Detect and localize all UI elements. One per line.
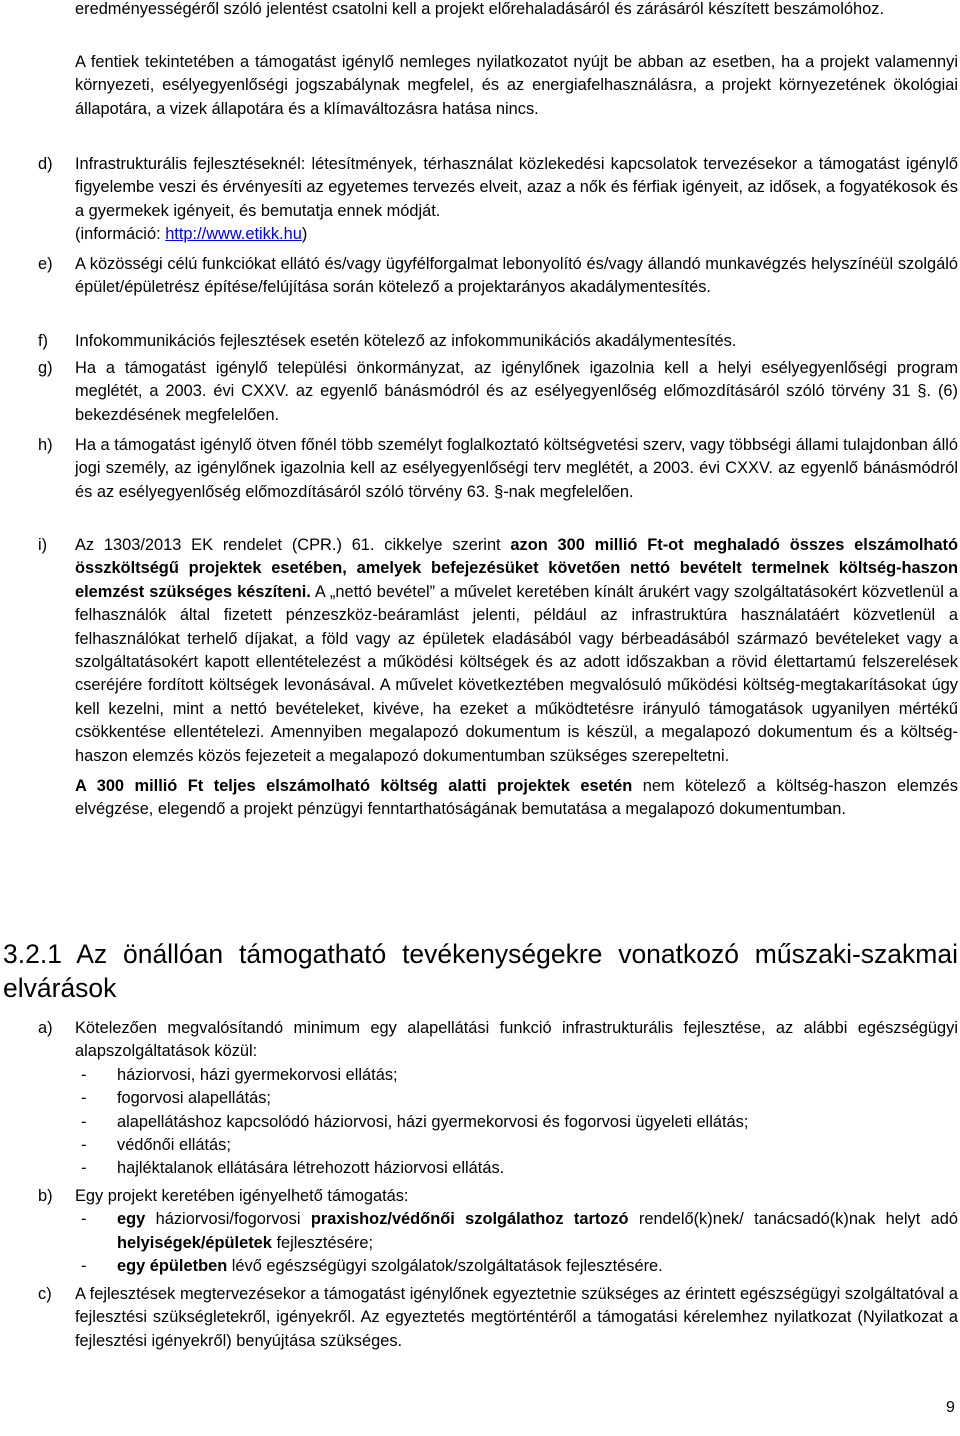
b-text-1: háziorvosi/fogorvosi — [145, 1210, 311, 1229]
item-text — [75, 534, 958, 768]
list-item-c — [38, 1283, 958, 1353]
item-label: h) — [38, 436, 53, 454]
item-label: d) — [38, 155, 53, 173]
item-text: Ha a támogatást igénylő ötven főnél több személyt foglalkoztató költségvetési szerv, vagy többségi állami tulajdonban álló jogi személy, az igénylőnek igazolnia kell az esélyegyenlőségi terv meglétét, a 2003. évi CXXV. az egyenlő bánásmódról és az esélyegyenlőség előmozdításáról szóló törvény 63. §-nak megfelelően. — [75, 436, 958, 501]
list-item-h — [38, 434, 958, 504]
b-text-4: lévő egészségügyi szolgálatok/szolgáltatások fejlesztésére. — [227, 1257, 663, 1276]
bullet-item — [75, 1134, 958, 1157]
bullet-item — [75, 1064, 958, 1087]
bullet-dash: - — [81, 1089, 87, 1108]
list-item-d — [38, 153, 958, 247]
bullet-dash: - — [81, 1210, 87, 1229]
i-bold-1: azon 300 millió Ft-ot meghaladó összes elszámolható összköltségű projektek esetében, amelyek befejezésüket követően nettó bevételt termelnek költség-haszon elemzést szükséges készíteni. — [75, 536, 958, 601]
bullet-text: háziorvosi, házi gyermekorvosi ellátás; — [117, 1065, 398, 1084]
bullet-dash: - — [81, 1159, 87, 1178]
bullet-item — [75, 1111, 958, 1134]
intro-continuation: eredményességéről szóló jelentést csatolni kell a projekt előrehaladásáról és zárásáról készített beszámolóhoz. — [75, 0, 885, 18]
b-text-3: fejlesztésére; — [271, 1233, 374, 1252]
i-text-1: Az 1303/2013 EK rendelet (CPR.) 61. cikkelye szerint — [75, 536, 511, 554]
item-label: b) — [38, 1187, 53, 1205]
item-text: A közösségi célú funkciókat ellátó és/vagy ügyfélforgalmat lebonyolító és/vagy állandó munkavégzés helyszínéül szolgáló épület/épületrész építése/felújítása során kötelező a projektarányos akadálymentesítés. — [75, 255, 958, 297]
item-label: f) — [38, 332, 49, 350]
item-label: e) — [38, 255, 53, 273]
page-number: 9 — [946, 1399, 955, 1416]
b-bold-2: praxishoz/védőnői szolgálathoz tartozó — [310, 1210, 629, 1229]
bullet-dash: - — [81, 1257, 87, 1276]
etikk-link[interactable]: http://www.etikk.hu — [165, 225, 302, 244]
bullet-item — [75, 1208, 958, 1255]
item-text — [75, 153, 958, 247]
bullet-item — [75, 1255, 958, 1278]
i-text-3: nem kötelező a költség-haszon elemzés elvégzése, elegendő a projekt pénzügyi fenntarthatóságának bemutatása a megalapozó dokumentumban. — [75, 777, 958, 819]
item-label: i) — [38, 536, 48, 554]
i-text-2: A „nettó bevétel” a művelet keretében kínált árukért vagy szolgáltatásokért közvetlenül a felhasználók által fizetett pénzeszköz-beáramlást jelenti, például az infrastruktúra használatáért közvetlenül a felhasználókat terhelő díjakat, a föld vagy az épületek eladásából vagy bérbeadásából származó bevételeket vagy a szolgáltatásokért kapott ellentételezést a működési költségek és az adott időszakban a rövid élettartamú felszerelések cseréjére fordított költségek levonásával. A művelet következtében megvalósuló működési költség-megtakarításokat úgy kell kezelni, mint a nettó bevételeket, kivéve, ha ezeket a működtetésre irányuló támogatások ugyanilyen mértékű csökkentése ellentételezi. Amennyiben megalapozó dokumentum is készül, a megalapozó dokumentum és a költség-haszon elemzés közös fejezeteit a megalapozó dokumentumban szükséges szerepeltetni. — [75, 582, 958, 765]
item-label: g) — [38, 359, 53, 377]
list-item-e — [38, 253, 958, 300]
list-item-a — [38, 1017, 958, 1181]
list-item-g — [38, 357, 958, 427]
bullet-text: hajléktalanok ellátására létrehozott háziorvosi ellátás. — [117, 1159, 505, 1178]
bullet-dash: - — [81, 1065, 87, 1084]
bullet-text: fogorvosi alapellátás; — [117, 1089, 271, 1108]
bullet-text: védőnői ellátás; — [117, 1136, 231, 1155]
b-bold-3: helyiségek/épületek — [117, 1233, 272, 1252]
item-label: c) — [38, 1285, 52, 1303]
bullet-dash: - — [81, 1136, 87, 1155]
item-text: Infokommunikációs fejlesztések esetén kötelező az infokommunikációs akadálymentesítés. — [75, 332, 737, 350]
info-prefix: (információ: — [75, 225, 166, 244]
bullet-item — [75, 1087, 958, 1110]
item-text: Kötelezően megvalósítandó minimum egy alapellátási funkció infrastrukturális fejlesztése, az alábbi egészségügyi alapszolgáltatások közül: — [75, 1019, 958, 1061]
info-suffix: ) — [301, 225, 308, 244]
bullet-item — [75, 1157, 958, 1180]
bullet-text: alapellátáshoz kapcsolódó háziorvosi, házi gyermekorvosi és fogorvosi ügyeleti ellátás; — [117, 1112, 749, 1131]
list-item-i — [38, 534, 958, 822]
bullet-dash: - — [81, 1112, 87, 1131]
i-bold-2: A 300 millió Ft teljes elszámolható költség alatti projektek esetén — [75, 777, 633, 796]
item-text: Ha a támogatást igénylő települési önkormányzat, az igénylőnek igazolnia kell a helyi esélyegyenlőségi program meglétét, a 2003. évi CXXV. az egyenlő bánásmódról és az esélyegyenlőség előmozdításáról szóló törvény 31 §. (6) bekezdésének megfelelően. — [75, 359, 958, 424]
item-d-text: Infrastrukturális fejlesztéseknél: létesítmények, térhasználat közlekedési kapcsolatok tervezésekor a támogatást igénylő figyelembe veszi és érvényesíti az egyetemes tervezés elveit, azaz a nők és férfiak igényeit, az idősek, a fogyatékosok és a gyermekek igényeit, és bemutatja ennek módját. — [75, 155, 958, 220]
intro-paragraph: A fentiek tekintetében a támogatást igénylő nemleges nyilatkozatot nyújt be abban az esetben, ha a projekt valamennyi környezeti, esélyegyenlőségi jogszabálynak megfelel, és az energiafelhasználásra, a projekt környezetének ökológiai állapotára, a vizek állapotára és a klímaváltozásra hatása nincs. — [75, 53, 958, 118]
b-bold-1: egy — [117, 1210, 146, 1229]
list-item-b — [38, 1185, 958, 1279]
item-text-2 — [75, 775, 958, 822]
b-bold-4: egy épületben — [117, 1257, 228, 1276]
b-text-2: rendelő(k)nek/ tanácsadó(k)nak helyt adó — [628, 1210, 958, 1229]
list-item-f — [38, 330, 958, 353]
item-label: a) — [38, 1019, 53, 1037]
item-text: A fejlesztések megtervezésekor a támogatást igénylőnek egyeztetnie szükséges az érintett egészségügyi szolgáltatóval a fejlesztési szükségletekről, igényekről. Az egyeztetés megtörténtéről a támogatási kérelemhez nyilatkozat (Nyilatkozat a fejlesztési igényekről) benyújtása szükséges. — [75, 1285, 958, 1350]
item-text: Egy projekt keretében igényelhető támogatás: — [75, 1187, 409, 1205]
section-heading: 3.2.1 Az önállóan támogatható tevékenységekre vonatkozó műszaki-szakmai elvárások — [3, 939, 958, 1003]
